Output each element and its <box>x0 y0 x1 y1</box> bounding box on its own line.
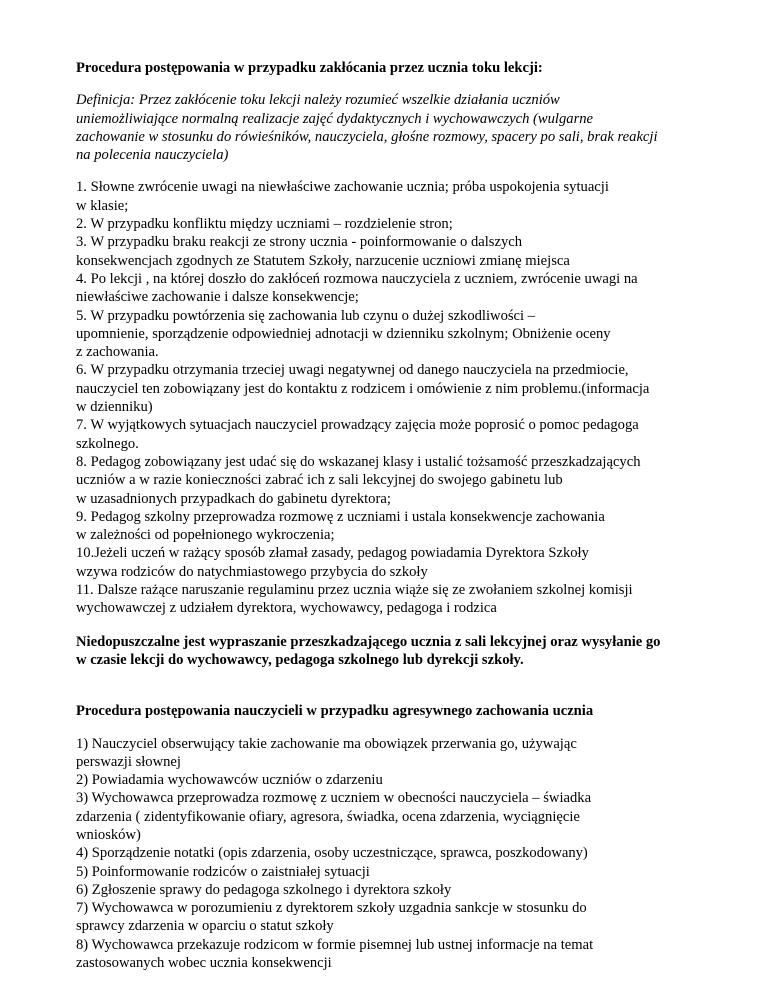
list-item: wniosków) <box>76 826 141 843</box>
list-item: 2) Powiadamia wychowawców uczniów o zdarzeniu <box>76 772 383 789</box>
list-item: 6) Zgłoszenie sprawy do pedagoga szkolnego i dyrektora szkoły <box>76 881 452 898</box>
list-item: perswazji słownej <box>76 753 181 770</box>
list-item: w dzienniku) <box>76 399 153 416</box>
list-item: zastosowanych wobec ucznia konsekwencji <box>76 955 332 972</box>
list-item: w klasie; <box>76 197 129 214</box>
list-item: 8) Wychowawca przekazuje rodzicom w formie pisemnej lub ustnej informacje na temat <box>76 936 594 953</box>
list-item: 8. Pedagog zobowiązany jest udać się do wskazanej klasy i ustalić tożsamość przeszkadzających <box>76 453 641 470</box>
list-item: 6. W przypadku otrzymania trzeciej uwagi negatywnej od danego nauczyciela na przedmiocie, <box>76 362 629 379</box>
list-item: 1) Nauczyciel obserwujący takie zachowanie ma obowiązek przerwania go, używając <box>76 735 577 752</box>
warning-line: w czasie lekcji do wychowawcy, pedagoga szkolnego lub dyrekcji szkoły. <box>76 651 524 668</box>
warning-line: Niedopuszczalne jest wypraszanie przeszkadzającego ucznia z sali lekcyjnej oraz wysyłanie go <box>76 633 661 650</box>
list-item: niewłaściwe zachowanie i dalsze konsekwencje; <box>76 289 359 306</box>
list-item: 4) Sporządzenie notatki (opis zdarzenia, osoby uczestniczące, sprawca, poszkodowany) <box>76 845 588 862</box>
list-item: zdarzenia ( zidentyfikowanie ofiary, agresora, świadka, ocena zdarzenia, wyciągnięcie <box>76 808 580 825</box>
section1-title: Procedura postępowania w przypadku zakłócania przez ucznia toku lekcji: <box>76 60 543 76</box>
definition-line: Definicja: Przez zakłócenie toku lekcji należy rozumieć wszelkie działania uczniów <box>76 92 560 109</box>
list-item: 2. W przypadku konfliktu między uczniami – rozdzielenie stron; <box>76 216 453 233</box>
list-item: sprawcy zdarzenia w oparciu o statut szkoły <box>76 918 334 935</box>
list-item: 1. Słowne zwrócenie uwagi na niewłaściwe zachowanie ucznia; próba uspokojenia sytuacji <box>76 179 609 196</box>
definition-paragraph <box>76 91 716 164</box>
list-item: uczniów a w razie konieczności zabrać ich z sali lekcyjnej do swojego gabinetu lub <box>76 472 563 489</box>
list-item: 11. Dalsze rażące naruszanie regulaminu przez ucznia wiąże się ze zwołaniem szkolnej komisji <box>76 582 633 599</box>
list-item: szkolnego. <box>76 435 139 452</box>
list-item: 5) Poinformowanie rodziców o zaistniałej sytuacji <box>76 863 370 880</box>
section1-steps-list <box>76 178 716 617</box>
list-item: 10.Jeżeli uczeń w rażący sposób złamał zasady, pedagog powiadamia Dyrektora Szkoły <box>76 545 589 562</box>
document-page <box>76 59 716 972</box>
list-item: 5. W przypadku powtórzenia się zachowania lub czynu o dużej szkodliwości – <box>76 307 536 324</box>
list-item: z zachowania. <box>76 344 159 361</box>
list-item: 4. Po lekcji , na której doszło do zakłóceń rozmowa nauczyciela z uczniem, zwrócenie uwagi na <box>76 270 638 287</box>
definition-line: zachowanie w stosunku do rówieśników, nauczyciela, głośne rozmowy, spacery po sali, brak reakcji <box>76 128 658 145</box>
list-item: 3) Wychowawca przeprowadza rozmowę z uczniem w obecności nauczyciela – świadka <box>76 790 592 807</box>
list-item: upomnienie, sporządzenie odpowiedniej adnotacji w dzienniku szkolnym; Obniżenie oceny <box>76 325 611 342</box>
section2-steps-list <box>76 735 716 973</box>
list-item: nauczyciel ten zobowiązany jest do kontaktu z rodzicem i omówienie z nim problemu.(informacja <box>76 380 650 397</box>
list-item: konsekwencjach zgodnych ze Statutem Szkoły, narzucenie uczniowi zmianę miejsca <box>76 252 570 269</box>
list-item: 9. Pedagog szkolny przeprowadza rozmowę z uczniami i ustala konsekwencje zachowania <box>76 508 605 525</box>
definition-line: na polecenia nauczyciela) <box>76 147 229 164</box>
list-item: 3. W przypadku braku reakcji ze strony ucznia - poinformowanie o dalszych <box>76 234 523 251</box>
list-item: wzywa rodziców do natychmiastowego przybycia do szkoły <box>76 563 428 580</box>
definition-line: uniemożliwiające normalną realizacje zajęć dydaktycznych i wychowawczych (wulgarne <box>76 110 594 127</box>
section2-title: Procedura postępowania nauczycieli w przypadku agresywnego zachowania ucznia <box>76 703 594 720</box>
warning-paragraph <box>76 633 716 670</box>
list-item: 7. W wyjątkowych sytuacjach nauczyciel prowadzący zajęcia może poprosić o pomoc pedagoga <box>76 417 639 434</box>
list-item: wychowawczej z udziałem dyrektora, wychowawcy, pedagoga i rodzica <box>76 600 497 617</box>
list-item: w uzasadnionych przypadkach do gabinetu dyrektora; <box>76 490 391 507</box>
list-item: w zależności od popełnionego wykroczenia; <box>76 527 335 544</box>
list-item: 7) Wychowawca w porozumieniu z dyrektorem szkoły uzgadnia sankcje w stosunku do <box>76 900 587 917</box>
